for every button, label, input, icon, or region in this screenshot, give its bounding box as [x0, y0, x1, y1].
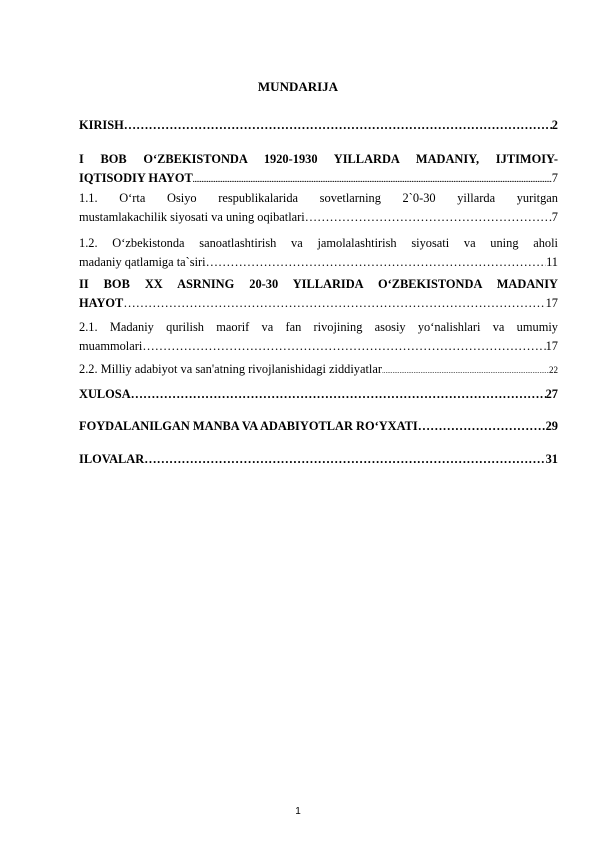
- toc-page-number: 17: [545, 339, 558, 353]
- toc-entry-foydalanilgan[interactable]: [79, 417, 558, 436]
- dot-leader: [144, 450, 545, 469]
- dot-leader: [124, 116, 552, 135]
- toc-page-number: 7: [551, 210, 558, 224]
- toc-entry-label: XULOSA: [79, 387, 131, 401]
- toc-entry-2-2[interactable]: [79, 360, 558, 381]
- toc-entry-bob2[interactable]: [79, 275, 558, 313]
- toc-entry-label-line1: 1.1. O‘rta Osiyo respublikalarida sovetlarning 2`0-30 yillarda yuritgan: [79, 191, 558, 205]
- toc-entry-kirish[interactable]: [79, 116, 558, 135]
- toc-entry-ilovalar[interactable]: [79, 450, 558, 469]
- toc-entry-label-line2: madaniy qatlamiga ta`siri: [79, 255, 206, 269]
- toc-entry-label: 2.2. Milliy adabiyot va san'atning rivojlanishidagi ziddiyatlar: [79, 362, 382, 376]
- toc-page-number: 17: [545, 296, 558, 310]
- dot-leader: [305, 208, 552, 227]
- toc-entry-label-line1: II BOB XX ASRNING 20-30 YILLARIDA O‘ZBEKISTONDA MADANIY: [79, 277, 558, 291]
- toc-entry-label-line1: 1.2. O‘zbekistonda sanoatlashtirish va jamolalashtirish siyosati va uning aholi: [79, 236, 558, 250]
- toc-page-number: 22: [549, 365, 558, 375]
- toc-entry-label: ILOVALAR: [79, 452, 145, 466]
- toc-title: MUNDARIJA: [257, 79, 339, 94]
- toc-page-number: 7: [551, 171, 558, 185]
- toc-entry-label-line2: muammolari: [79, 339, 143, 353]
- dot-leader: [193, 169, 552, 190]
- toc-page-number: 31: [545, 452, 558, 466]
- toc-entry-xulosa[interactable]: [79, 385, 558, 404]
- toc-page-number: 11: [546, 255, 558, 269]
- toc-entry-label-line2: mustamlakachilik siyosati va uning oqibatlari: [79, 210, 305, 224]
- toc-entry-label-line1: 2.1. Madaniy qurilish maorif va fan rivojining asosiy yo‘nalishlari va umumiy: [79, 320, 558, 334]
- toc-page-number: 2: [551, 118, 558, 132]
- dot-leader: [206, 253, 546, 272]
- toc-entry-label: FOYDALANILGAN MANBA VA ADABIYOTLAR RO‘YXATI: [79, 419, 418, 433]
- toc-entry-1-2[interactable]: [79, 234, 558, 272]
- toc-entry-label: KIRISH: [79, 118, 124, 132]
- toc-entry-2-1[interactable]: [79, 318, 558, 356]
- toc-page-number: 27: [545, 387, 558, 401]
- toc-page-number: 29: [545, 419, 558, 433]
- toc-entry-label-line2: HAYOT: [79, 296, 124, 310]
- page-number: 1: [295, 806, 301, 817]
- dot-leader: [418, 417, 546, 436]
- toc-entry-label-line2: IQTISODIY HAYOT: [79, 171, 193, 185]
- dot-leader: [131, 385, 546, 404]
- toc-entry-1-1[interactable]: [79, 189, 558, 227]
- dot-leader: [123, 294, 545, 313]
- toc-entry-bob1[interactable]: [79, 150, 558, 190]
- dot-leader: [142, 337, 545, 356]
- dot-leader: [382, 360, 549, 381]
- toc-entry-label-line1: I BOB O‘ZBEKISTONDA 1920-1930 YILLARDA MADANIY, IJTIMOIY-: [79, 152, 558, 166]
